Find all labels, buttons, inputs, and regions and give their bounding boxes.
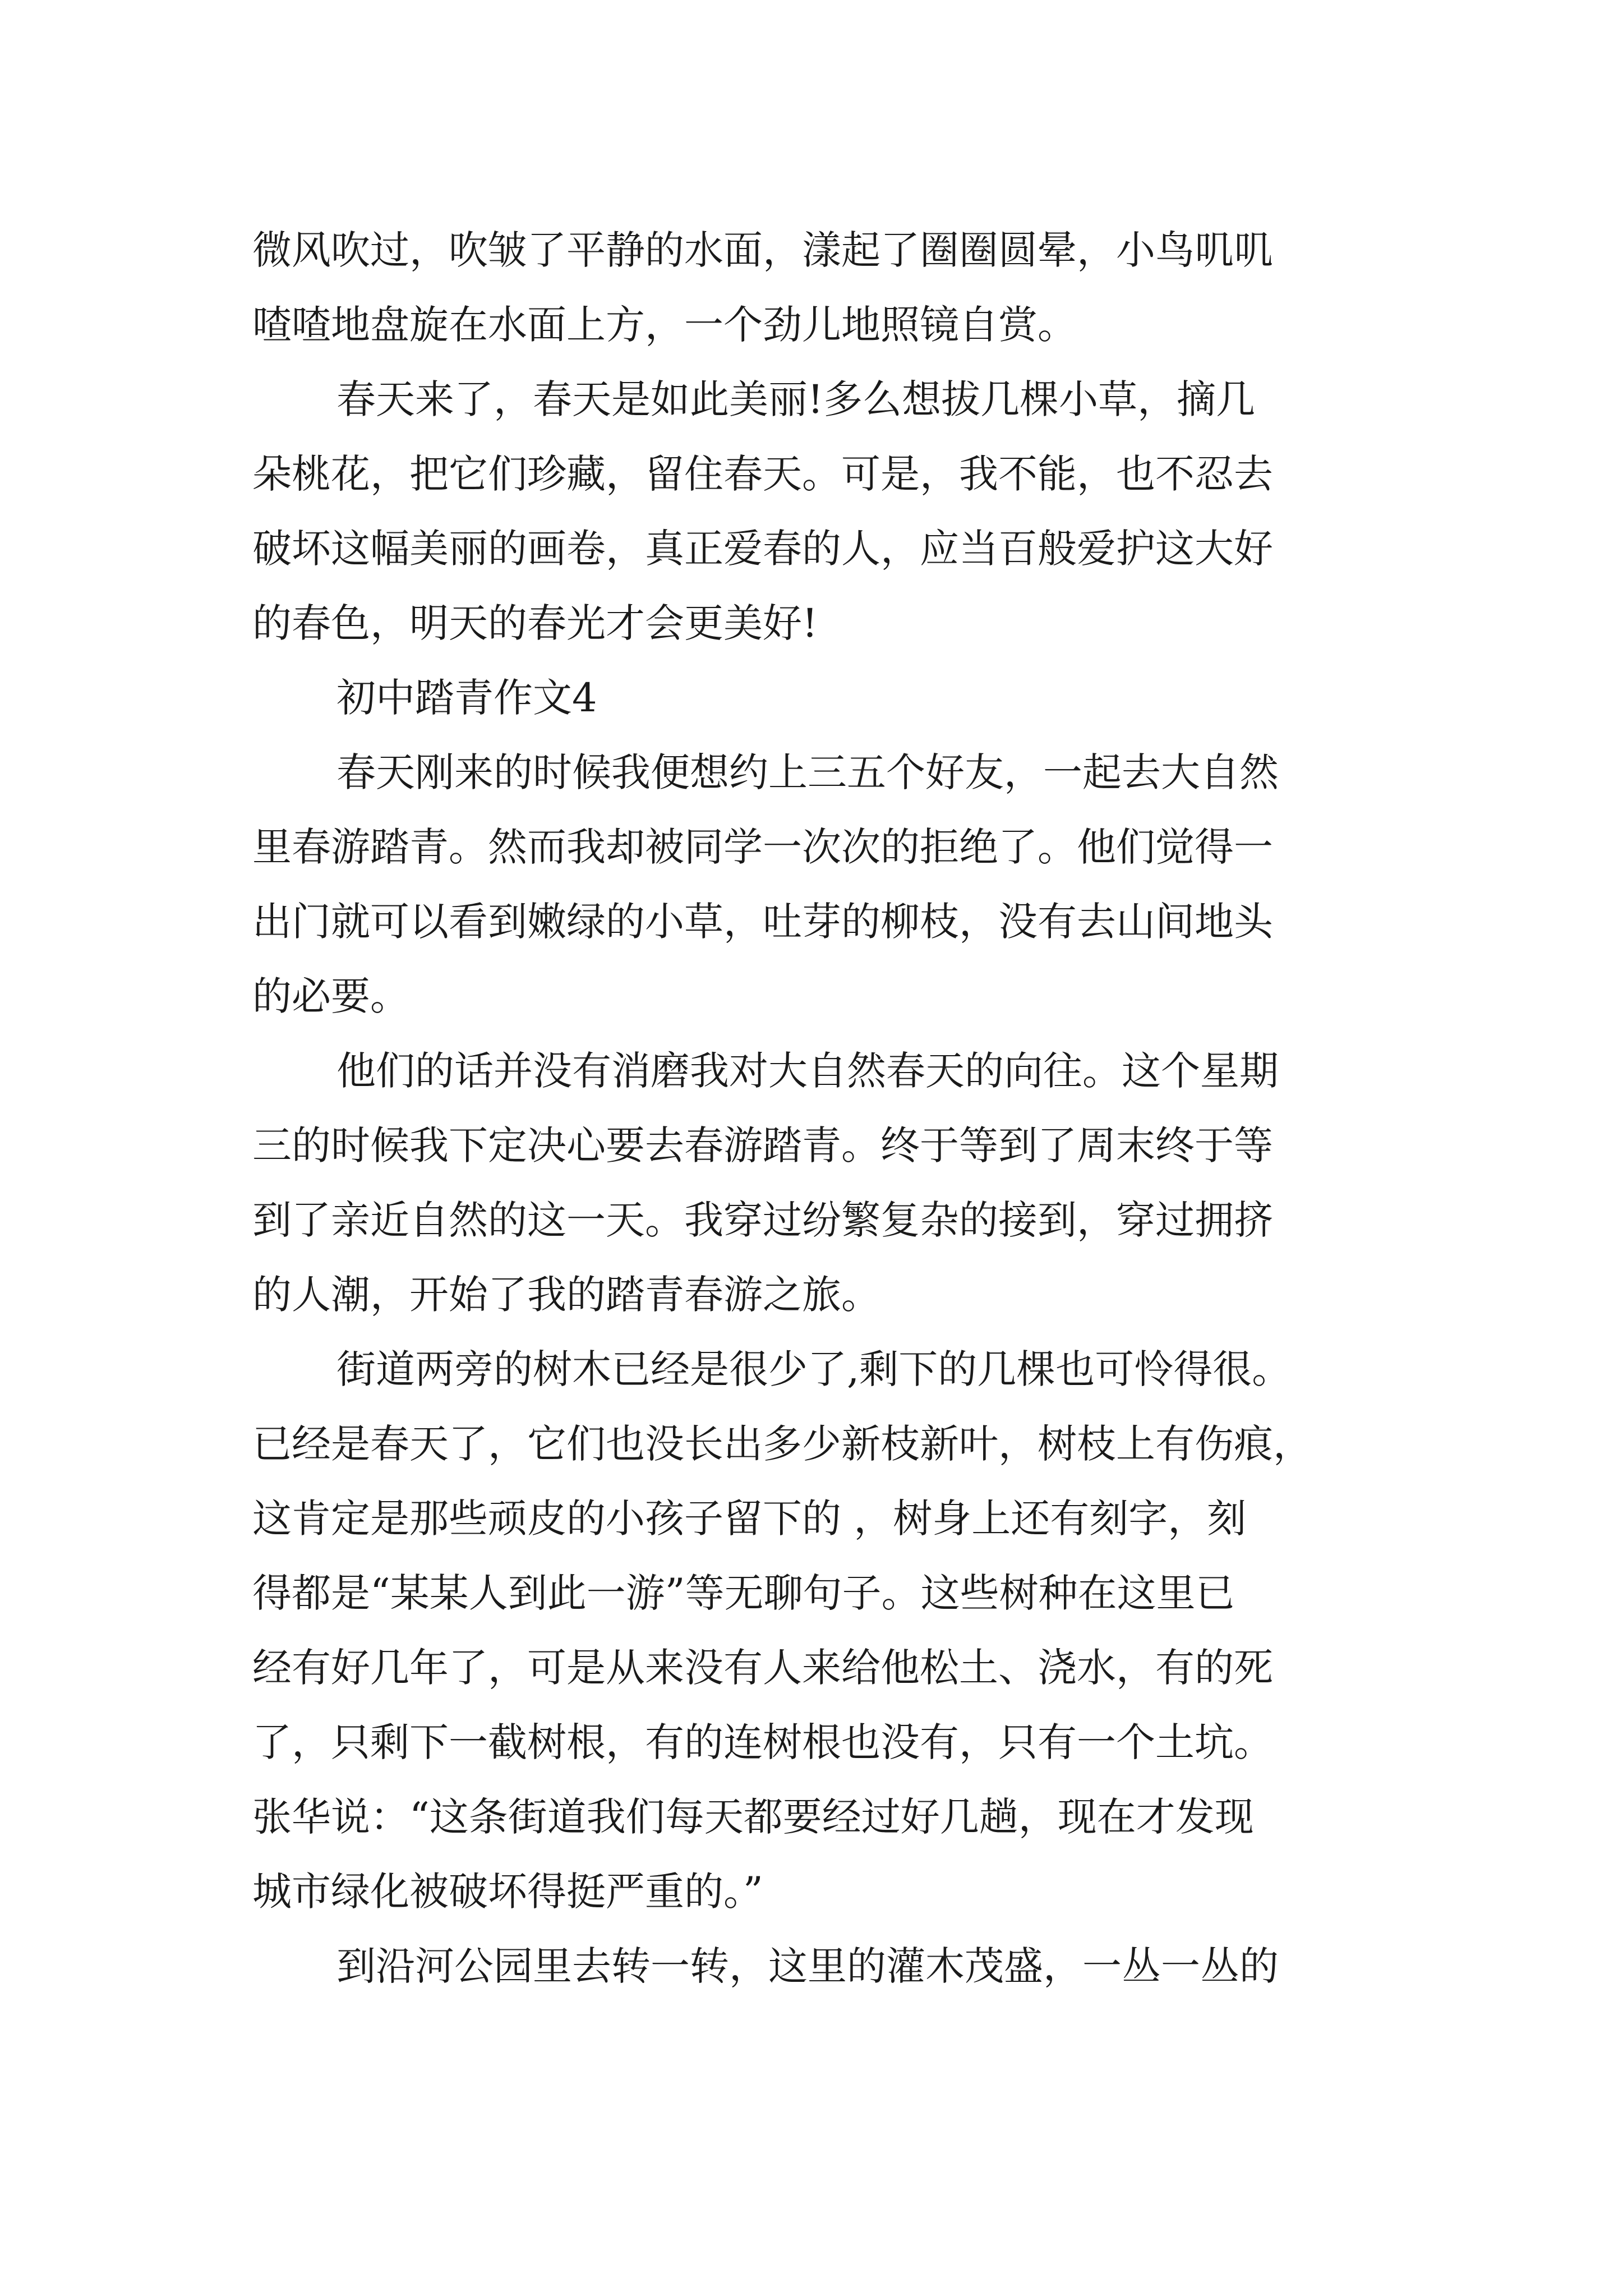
text-line: 到沿河公园里去转一转，这里的灌木茂盛，一丛一丛的 (336, 1943, 1279, 1989)
text-line: 城市绿化被破坏得挺严重的。” (252, 1869, 763, 1915)
text-line: 里春游踏青。然而我却被同学一次次的拒绝了。他们觉得一 (252, 824, 1273, 870)
text-line: 春天刚来的时候我便想约上三五个好友，一起去大自然 (336, 749, 1279, 795)
text-line: 他们的话并没有消磨我对大自然春天的向往。这个星期 (336, 1048, 1279, 1094)
text-line: 得都是“某某人到此一游”等无聊句子。这些树种在这里已 (252, 1570, 1235, 1616)
text-line: 经有好几年了，可是从来没有人来给他松土、浇水，有的死 (252, 1645, 1273, 1691)
text-line: 已经是春天了，它们也没长出多少新枝新叶，树枝上有伤痕， (252, 1421, 1312, 1467)
text-line: 街道两旁的树木已经是很少了,剩下的几棵也可怜得很。 (336, 1346, 1292, 1392)
text-line: 喳喳地盘旋在水面上方，一个劲儿地照镜自赏。 (252, 302, 1077, 348)
text-line: 到了亲近自然的这一天。我穿过纷繁复杂的接到，穿过拥挤 (252, 1197, 1273, 1243)
text-line: 春天来了，春天是如此美丽!多么想拔几棵小草，摘几 (336, 376, 1256, 422)
text-line: 三的时候我下定决心要去春游踏青。终于等到了周末终于等 (252, 1122, 1273, 1168)
text-line: 微风吹过，吹皱了平静的水面，漾起了圈圈圆晕，小鸟叽叽 (252, 227, 1273, 273)
text-line: 的人潮，开始了我的踏青春游之旅。 (252, 1272, 880, 1318)
text-line: 破坏这幅美丽的画卷，真正爱春的人，应当百般爱护这大好 (252, 526, 1273, 572)
text-line: 这肯定是那些顽皮的小孩子留下的 ，树身上还有刻字，刻 (252, 1496, 1247, 1542)
text-line: 了，只剩下一截树根，有的连树根也没有，只有一个土坑。 (252, 1719, 1273, 1765)
text-line: 朵桃花，把它们珍藏，留住春天。可是，我不能，也不忍去 (252, 451, 1273, 497)
text-line: 出门就可以看到嫩绿的小草，吐芽的柳枝，没有去山间地头 (252, 899, 1273, 945)
text-line: 的必要。 (252, 973, 409, 1019)
section-heading: 初中踏青作文4 (336, 675, 597, 721)
text-line: 的春色，明天的春光才会更美好! (252, 600, 818, 646)
body-text (252, 213, 1385, 2004)
text-line: 张华说：“这条街道我们每天都要经过好几趟，现在才发现 (252, 1794, 1254, 1840)
